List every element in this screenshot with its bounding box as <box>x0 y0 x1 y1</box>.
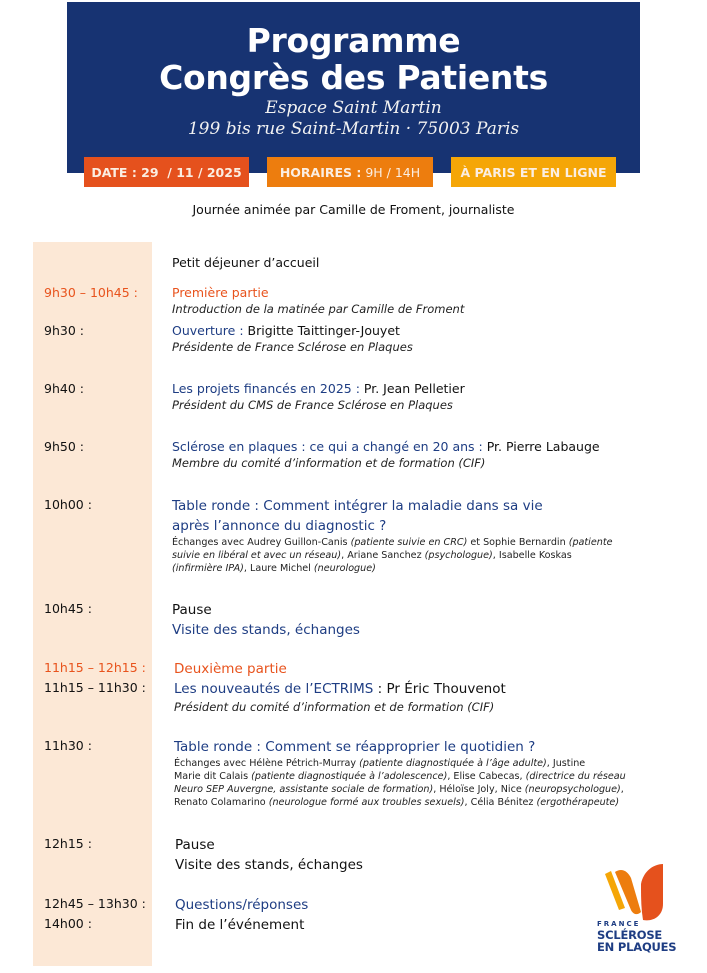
sub-1045: Visite des stands, échanges <box>172 622 360 638</box>
title-1045: Pause <box>172 602 212 618</box>
panel-1000-details: Échanges avec Audrey Guillon-Canis (patiente suivie en CRC) et Sophie Bernardin (patiente suivie en libéral et avec un réseau), Ariane Sanchez (psychologue), Isabelle Koskas (infirmière IPA), Laure Michel (neurologue) <box>172 537 613 574</box>
venue-address <box>67 98 640 140</box>
part2-title: Deuxième partie <box>174 661 287 677</box>
venue-street: 199 bis rue Saint-Martin · 75003 Paris <box>187 119 520 139</box>
topic-1000-line1: Table ronde : Comment intégrer la maladie dans sa vie <box>172 498 543 514</box>
topic-0940: Les projets financés en 2025 : <box>172 381 364 396</box>
time-1045: 10h45 : <box>44 601 92 616</box>
speaker-0940: Pr. Jean Pelletier <box>363 381 465 396</box>
logo-line-3: EN PLAQUES <box>597 940 677 954</box>
logo-line-1: FRANCE <box>597 920 641 928</box>
time-1115: 11h15 – 11h30 : <box>44 680 146 695</box>
time-1130: 11h30 : <box>44 738 92 753</box>
topic-1000-line2: après l’annonce du diagnostic ? <box>172 518 387 534</box>
topic-1130: Table ronde : Comment se réapproprier le quotidien ? <box>174 739 536 755</box>
logo-line-2: SCLÉROSE <box>597 928 663 942</box>
title-line-1: Programme <box>246 21 461 60</box>
logo-mark-icon <box>597 862 687 922</box>
title-line-2: Congrès des Patients <box>159 58 548 97</box>
title-1245: Questions/réponses <box>175 897 309 913</box>
time-0930: 9h30 : <box>44 323 84 338</box>
part1-time: 9h30 – 10h45 : <box>44 285 138 300</box>
venue-name: Espace Saint Martin <box>265 98 442 118</box>
header-banner <box>67 2 640 173</box>
logo-text <box>597 920 676 953</box>
france-sclerose-logo <box>597 862 687 957</box>
part2-time: 11h15 – 12h15 : <box>44 660 146 675</box>
time-1000: 10h00 : <box>44 497 92 512</box>
page-title <box>67 22 640 96</box>
place-badge <box>451 157 616 187</box>
panel-1130-details: Échanges avec Hélène Pétrich-Murray (patiente diagnostiquée à l’âge adulte), Justine Marie dit Calais (patiente diagnostiquée à l’adolescence), Elise Cabecas, (directrice du réseau Neuro SEP Auvergne, assistante sociale de formation), Héloïse Joly, Nice (neuropsychologue), Renato Colamarino (neurologue formé aux troubles sexuels), Célia Bénitez (ergothérapeute) <box>174 758 626 808</box>
topic-1115: Les nouveautés de l’ECTRIMS <box>174 681 374 697</box>
topic-0950: Sclérose en plaques : ce qui a changé en 20 ans : <box>172 439 487 454</box>
speaker-0930: Brigitte Taittinger-Jouyet <box>247 323 400 338</box>
time-0950: 9h50 : <box>44 439 84 454</box>
place-label: À PARIS ET EN LIGNE <box>460 164 607 180</box>
hours-label: HORAIRES : <box>279 164 362 180</box>
time-1245: 12h45 – 13h30 : <box>44 896 146 911</box>
role-0940: Président du CMS de France Sclérose en Plaques <box>172 398 453 412</box>
date-badge <box>84 157 249 187</box>
breakfast-title: Petit déjeuner d’accueil <box>172 255 320 270</box>
speaker-0950: Pr. Pierre Labauge <box>486 439 600 454</box>
role-0950: Membre du comité d’information et de formation (CIF) <box>172 456 486 470</box>
topic-0930: Ouverture : <box>172 323 248 338</box>
time-0940: 9h40 : <box>44 381 84 396</box>
role-1115: Président du comité d’information et de formation (CIF) <box>174 700 495 714</box>
part1-title: Première partie <box>172 285 269 300</box>
time-1400: 14h00 : <box>44 916 92 931</box>
hours-value: 9H / 14H <box>361 164 421 180</box>
title-1400: Fin de l’événement <box>175 917 305 933</box>
host-line: Journée animée par Camille de Froment, journaliste <box>192 202 515 217</box>
part1-intro: Introduction de la matinée par Camille de Froment <box>172 302 465 316</box>
role-0930: Présidente de France Sclérose en Plaques <box>172 340 413 354</box>
hours-badge <box>267 157 433 187</box>
sub-1215: Visite des stands, échanges <box>175 857 363 873</box>
title-1215: Pause <box>175 837 215 853</box>
speaker-1115: : Pr Éric Thouvenot <box>373 681 506 697</box>
date-label: DATE : 29 / 11 / 2025 <box>91 164 242 180</box>
time-1215: 12h15 : <box>44 836 92 851</box>
